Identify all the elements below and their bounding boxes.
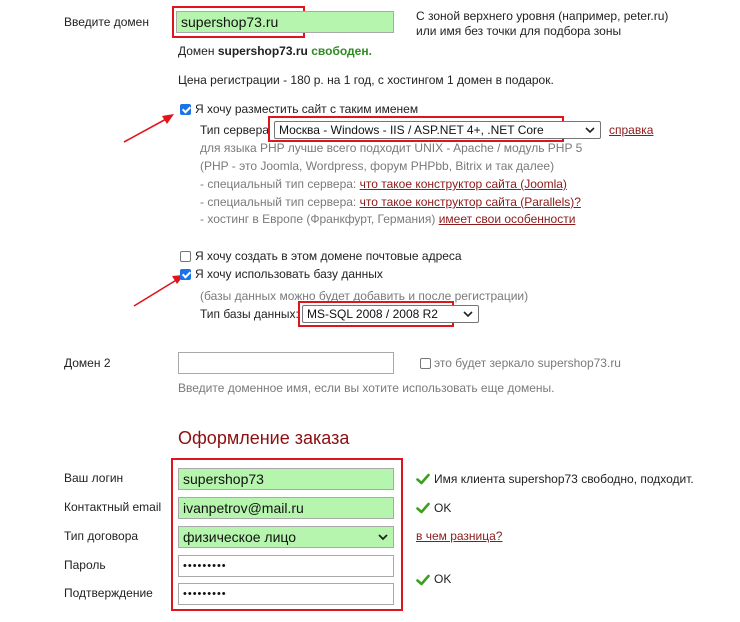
password-label: Пароль: [64, 558, 106, 572]
ok-check-icon: [416, 502, 430, 514]
domain-status: Домен supershop73.ru свободен.: [178, 44, 372, 58]
domain-hint-1: С зоной верхнего уровня (например, peter.ru): [416, 9, 669, 23]
server-info-2: (PHP - это Joomla, Wordpress, форум PHPbb, Bitrix и так далее): [200, 159, 555, 173]
login-label: Ваш логин: [64, 471, 124, 485]
login-status: Имя клиента supershop73 свободно, подходит.: [434, 472, 694, 486]
order-title: Оформление заказа: [178, 428, 350, 448]
database-type-label: Тип базы данных:: [200, 307, 299, 321]
contract-label: Тип договора: [64, 529, 139, 543]
domain-label: Введите домен: [64, 15, 149, 29]
chevron-down-icon: [377, 531, 389, 543]
ok-check-icon: [416, 574, 430, 586]
europe-link[interactable]: имеет свои особенности: [438, 212, 576, 226]
domain-input[interactable]: [176, 11, 394, 33]
mail-checkbox[interactable]: [180, 251, 191, 262]
database-type-select[interactable]: [302, 305, 479, 323]
domain-hint-2: или имя без точки для подбора зоны: [416, 24, 622, 38]
server-type-value: Москва - Windows - IIS / ASP.NET 4+, .NET Core: [279, 123, 544, 137]
confirm-label: Подтверждение: [64, 586, 153, 600]
domain-price: Цена регистрации - 180 р. на 1 год, с хостингом 1 домен в подарок.: [178, 73, 554, 87]
database-checkbox[interactable]: [180, 269, 191, 280]
password-input[interactable]: •••••••••: [178, 555, 394, 577]
joomla-link[interactable]: что такое конструктор сайта (Joomla): [359, 177, 567, 191]
mail-checkbox-label: Я хочу создать в этом домене почтовые адреса: [195, 249, 462, 263]
mirror-checkbox[interactable]: [420, 358, 431, 369]
hosting-checkbox[interactable]: [180, 104, 191, 115]
confirm-input[interactable]: •••••••••: [178, 583, 394, 605]
parallels-link[interactable]: что такое конструктор сайта (Parallels)?: [359, 195, 581, 209]
contract-difference-link[interactable]: в чем разница?: [416, 529, 503, 543]
server-type-select[interactable]: [274, 121, 601, 139]
domain2-hint: Введите доменное имя, если вы хотите использовать еще домены.: [178, 381, 555, 395]
contract-select[interactable]: [178, 526, 394, 548]
password-status: OK: [434, 572, 452, 586]
contract-value: физическое лицо: [183, 529, 297, 545]
email-status: OK: [434, 501, 452, 515]
email-input[interactable]: [178, 497, 394, 519]
hosting-checkbox-label: Я хочу разместить сайт с таким именем: [195, 102, 419, 116]
help-link[interactable]: справка: [609, 123, 654, 137]
domain-status-name: supershop73.ru: [217, 44, 308, 58]
domain-status-free: свободен.: [311, 44, 372, 58]
arrow-annotation-hosting: [118, 110, 178, 146]
domain2-label: Домен 2: [64, 356, 111, 370]
database-type-value: MS-SQL 2008 / 2008 R2: [307, 307, 438, 321]
server-info-5: - хостинг в Европе (Франкфурт, Германия) имеет свои особенности: [200, 212, 576, 226]
server-info-1: для языка PHP лучше всего подходит UNIX - Apache / модуль PHP 5: [200, 141, 583, 155]
chevron-down-icon: [462, 308, 474, 320]
ok-check-icon: [416, 473, 430, 485]
domain2-input[interactable]: [178, 352, 394, 374]
email-label: Контактный email: [64, 500, 162, 514]
database-note: (базы данных можно будет добавить и после регистрации): [200, 289, 529, 303]
arrow-annotation-database: [128, 270, 188, 310]
server-info-3: - специальный тип сервера: что такое конструктор сайта (Joomla): [200, 177, 567, 191]
mirror-checkbox-label: это будет зеркало supershop73.ru: [434, 356, 621, 370]
login-input[interactable]: [178, 468, 394, 490]
database-checkbox-label: Я хочу использовать базу данных: [195, 267, 383, 281]
chevron-down-icon: [584, 124, 596, 136]
server-info-4: - специальный тип сервера: что такое конструктор сайта (Parallels)?: [200, 195, 581, 209]
server-type-label: Тип сервера: [200, 123, 269, 137]
